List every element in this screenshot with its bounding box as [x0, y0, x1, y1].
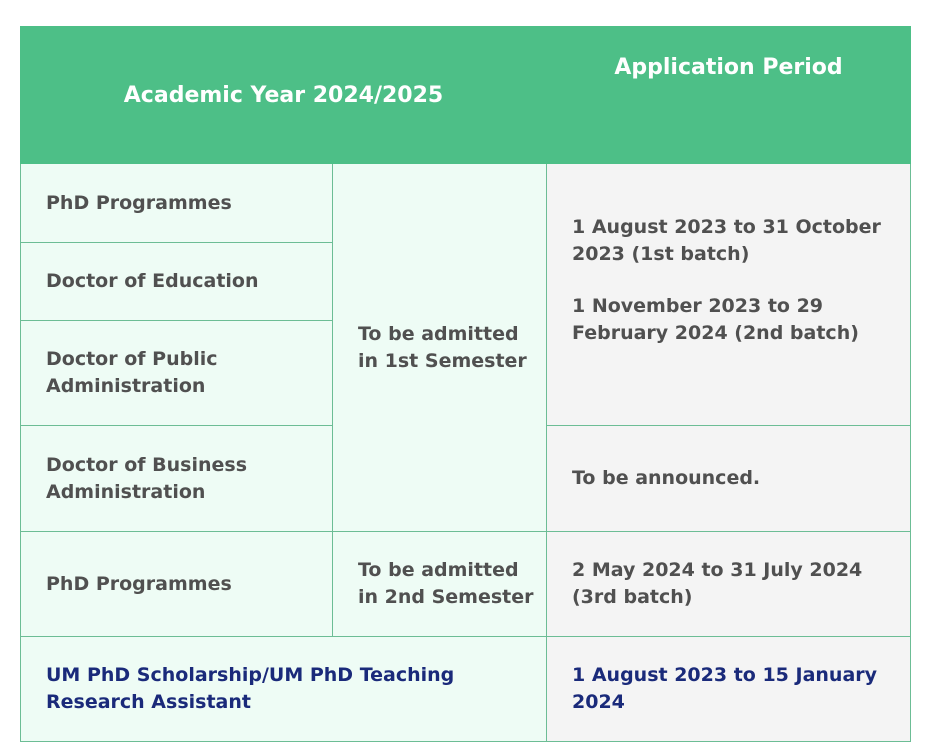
period-batch1-text: 1 August 2023 to 31 October 2023 (1st batch): [572, 216, 881, 265]
header-application-period: Application Period: [547, 27, 911, 164]
period-spacer: [572, 268, 898, 293]
application-period-cell-batch1-2: [547, 164, 911, 426]
period-batch2-text: 1 November 2023 to 29 February 2024 (2nd batch): [572, 295, 859, 344]
programme-cell-public-admin: Doctor of Public Administration: [21, 321, 333, 426]
admission-semester-cell-1st: To be admitted in 1st Semester: [333, 164, 547, 532]
application-period-cell-batch3: 2 May 2024 to 31 July 2024 (3rd batch): [547, 532, 911, 637]
table-row: [21, 532, 911, 637]
admission-semester-cell-2nd: To be admitted in 2nd Semester: [333, 532, 547, 637]
programme-cell-phd: PhD Programmes: [21, 164, 333, 243]
header-academic-year: Academic Year 2024/2025: [21, 27, 547, 164]
programme-cell-business-admin: Doctor of Business Administration: [21, 426, 333, 532]
scholarship-cell: UM PhD Scholarship/UM PhD Teaching Research Assistant: [21, 637, 547, 742]
admission-table: [20, 26, 911, 742]
table-row: [21, 637, 911, 742]
header-row: [21, 27, 911, 164]
programme-cell-education: Doctor of Education: [21, 243, 333, 321]
scholarship-period-cell: 1 August 2023 to 15 January 2024: [547, 637, 911, 742]
application-period-cell-announced: To be announced.: [547, 426, 911, 532]
programme-cell-phd-2: PhD Programmes: [21, 532, 333, 637]
table-row: [21, 164, 911, 243]
